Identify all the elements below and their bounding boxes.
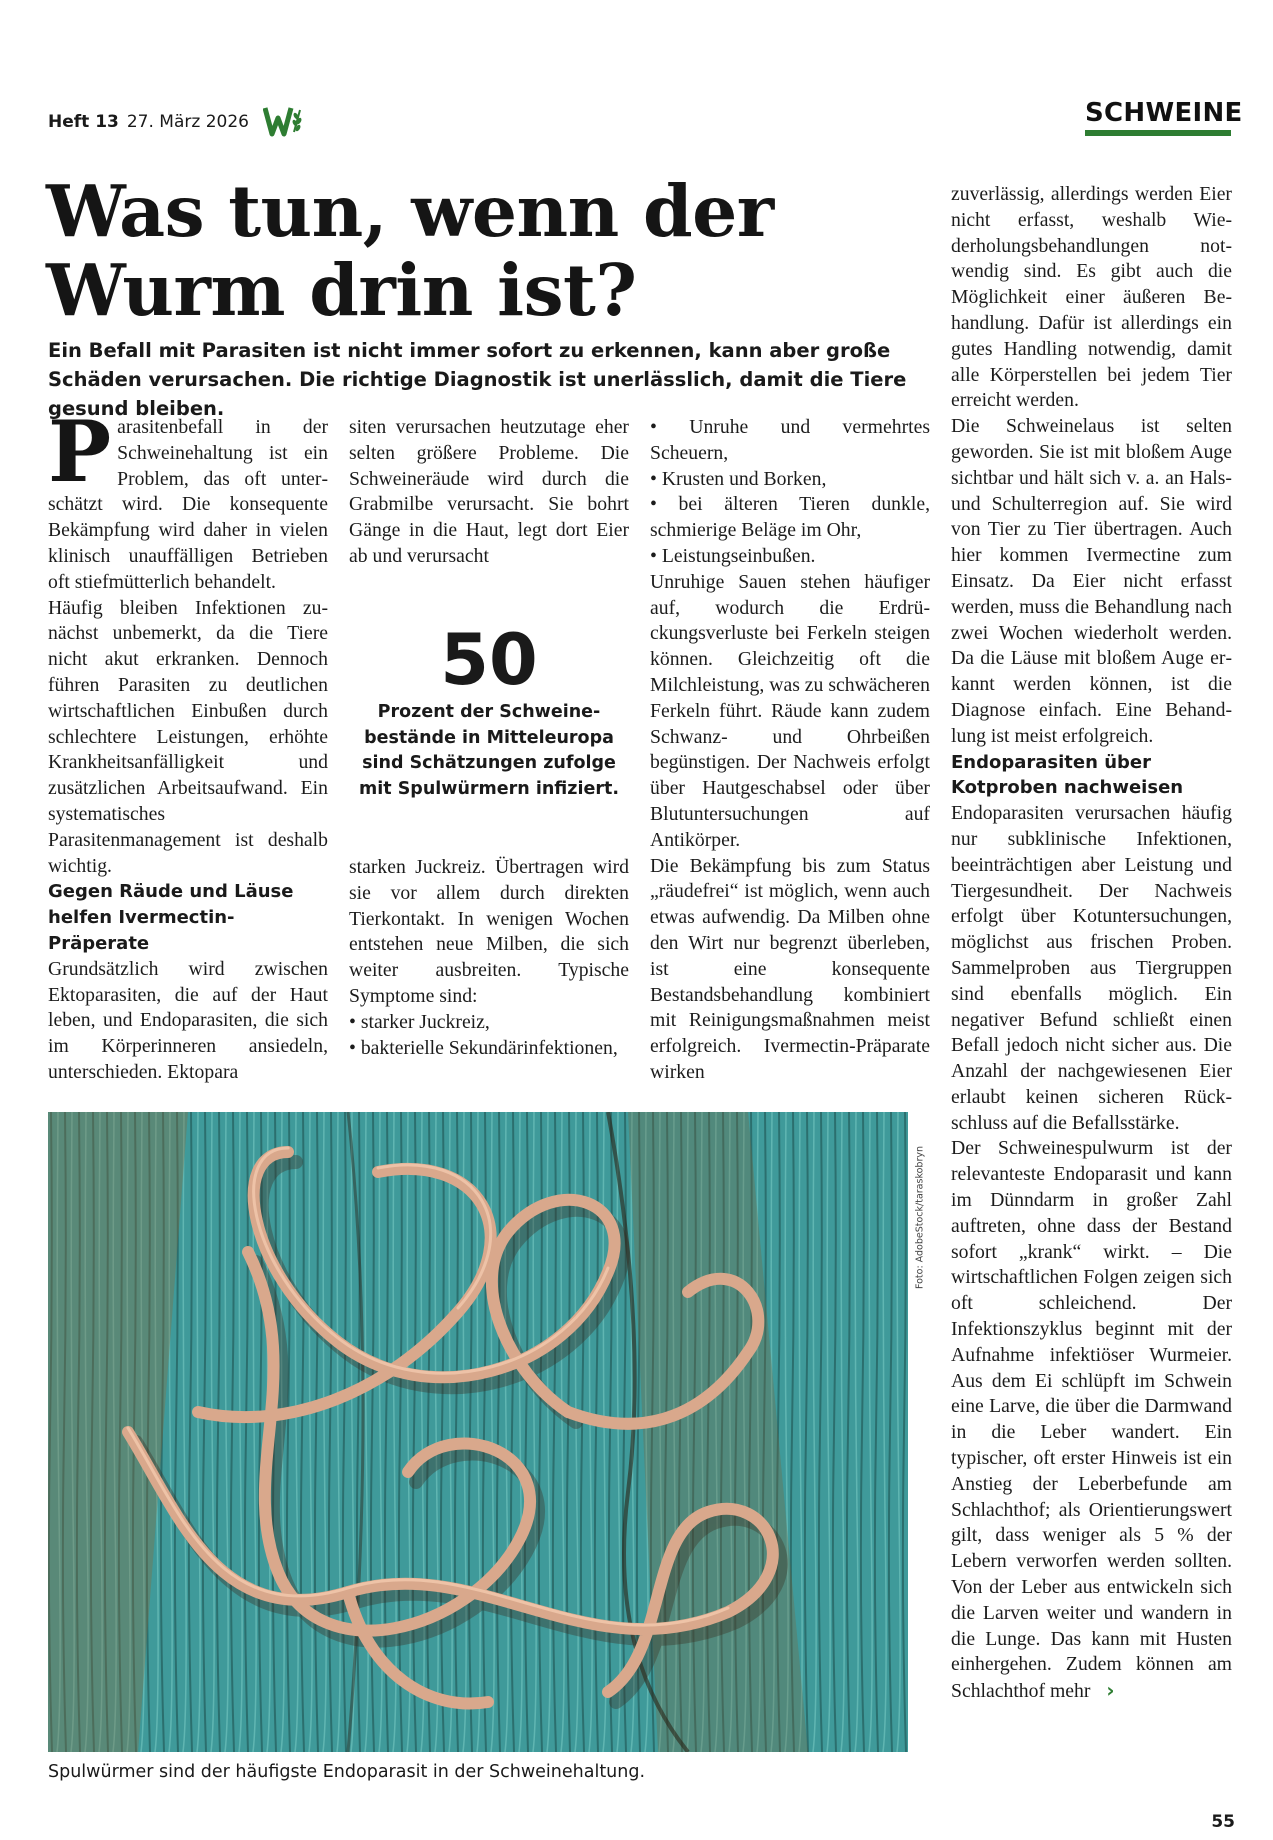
paragraph: siten verursachen heutzutage eher selten größere Probleme. Die Schweineräude wird durch die Grabmilbe verursacht. Sie bohrt Gänge in die Haut, legt dort Eier ab und verursacht	[349, 416, 629, 567]
issue-number: Heft 13	[48, 112, 119, 132]
list-item: • Krusten und Borken,	[650, 467, 827, 490]
article-title: Was tun, wenn der Wurm drin ist?	[46, 169, 774, 332]
list-item: • Unruhe und vermehrtes Scheuern,	[650, 416, 930, 464]
paragraph: Die Bekämpfung bis zum Status „räudefrei“ ist möglich, wenn auch etwas aufwendig. Da Milben ohne den Wirt nur begrenzt überleben, ist eine konsequente Bestandsbehandlung kombiniert mit Reinigungsmaßnahmen meist erfolgreich. Ivermectin-Präparate wirken	[650, 854, 930, 1083]
paragraph: zuverlässig, allerdings werden Eier nicht erfasst, weshalb Wiederholungsbehandlungen notwendig sind. Es gibt auch die Möglichkeit einer äußeren Behandlung. Dafür ist allerdings ein gutes Handling notwendig, damit alle Körperstellen bei jedem Tier erreicht werden.	[951, 183, 1232, 412]
paragraph: Die Schweinelaus ist selten geworden. Sie ist mit bloßem Auge sichtbar und hält sich v. a. an Hals- und Schulterregion auf. Sie wird von Tier zu Tier übertragen. Auch hier kommen Ivermectine zum Einsatz. Da Eier nicht erfasst werden, muss die Behandlung nach zwei Wochen wiederholt werden. Da die Läuse mit bloßem Auge erkannt werden können, ist die Diagnose einfach. Eine Behandlung ist meist erfolgreich.	[951, 415, 1232, 747]
stat-number: 50	[440, 619, 538, 701]
paragraph: starken Juckreiz. Übertragen wird sie vor allem durch direkten Tierkontakt. In wenigen Wochen entstehen neue Milben, die sich weiter ausbreiten. Typische Symptome sind:	[349, 856, 629, 1007]
paragraph: Grundsätzlich wird zwischen Ektoparasiten, die auf der Haut leben, und Endoparasiten, die sich im Körperinneren ansiedeln, unterschieden. Ektopara	[48, 957, 328, 1083]
worms-on-wood-image	[48, 1112, 908, 1752]
photo-credit: Foto: AdobeStock/taraskobryn	[914, 1146, 926, 1290]
text-column-3	[650, 415, 930, 1086]
section-label: SCHWEINE	[1085, 98, 1243, 128]
page-number: 55	[1211, 1812, 1235, 1832]
drop-cap: P	[48, 402, 112, 501]
paragraph: Endoparasiten verursachen häufig nur subklinische Infektionen, beeinträchtigen aber Leistung und Tiergesundheit. Der Nachweis erfolgt über Kotuntersuchungen, möglichst aus frischen Proben. Sammelproben aus Tiergruppen sind ebenfalls möglich. Ein negativer Befund schließt einen Befall jedoch nicht sicher aus. Die Anzahl der nachgewiesenen Eier erlaubt keinen sicheren Rückschluss auf die Befallsstärke.	[951, 802, 1232, 1134]
issue-date: 27. März 2026	[126, 112, 249, 132]
wheat-w-logo-icon	[263, 104, 303, 140]
list-item: • Leistungseinbußen.	[650, 544, 816, 567]
list-item: • bakterielle Sekundärinfektionen,	[349, 1036, 618, 1059]
text-column-2-top	[349, 415, 629, 570]
paragraph: Unruhige Sauen stehen häufiger auf, wodurch die Erdrückungsverluste bei Ferkeln steigen können. Gleichzeitig oft die Milchleistung, was zu schwächeren Ferkeln führt. Räude kann zudem Schwanz- und Ohrbeißen begünstigen. Der Nachweis erfolgt über Hautgeschabsel oder über Blutuntersuchungen auf Antikörper.	[650, 570, 930, 851]
list-item: • bei älteren Tieren dunkle, schmierige Beläge im Ohr,	[650, 493, 930, 542]
article-lead: Ein Befall mit Parasiten ist nicht immer sofort zu erkennen, kann aber große Schäden verursachen. Die richtige Diagnostik ist unerlässlich, damit die Tiere gesund bleiben.	[48, 339, 907, 420]
paragraph: Parasitenbefall in der Schweinehaltung ist ein Problem, das oft unterschätzt wird. Die konsequente Bekämpfung wird daher in vielen klinisch unauffälligen Betrieben oft stiefmütterlich behandelt.	[48, 402, 328, 593]
subheading: Gegen Räude und Läuse helfen Ivermectin-Präperate	[48, 881, 294, 954]
chevron-right-icon: ›	[1106, 1679, 1115, 1703]
text-column-4	[951, 182, 1232, 1705]
page-header	[48, 104, 303, 140]
article-photo	[48, 1112, 908, 1752]
text-column-2-bottom	[349, 855, 629, 1061]
photo-caption: Spulwürmer sind der häufigste Endoparasit in der Schweinehaltung.	[48, 1762, 646, 1782]
text-column-1	[48, 402, 328, 1086]
list-item: • starker Juckreiz,	[349, 1010, 490, 1033]
stat-description: Prozent der Schweinebestände in Mitteleuropa sind Schätzungen zufolge mit Spulwürmern infiziert.	[359, 702, 619, 799]
stat-callout	[349, 620, 629, 802]
paragraph: Häufig bleiben Infektionen zunächst unbemerkt, da die Tiere nicht akut erkranken. Dennoch führen Parasiten zu deutlichen wirtschaftlichen Einbußen durch schlechtere Leistungen, erhöhte Krankheitsanfälligkeit und zusätzlichen Arbeitsaufwand. Ein systematisches Parasitenmanagement ist deshalb wichtig.	[48, 596, 328, 877]
subheading: Endoparasiten über Kotproben nachweisen	[951, 751, 1184, 799]
paragraph: Der Schweinespulwurm ist der relevanteste Endoparasit und kann im Dünndarm in großer Zahl auftreten, ohne dass der Bestand sofort „krank“ wirkt. – Die wirtschaftlichen Folgen zeigen sich oft schleichend. Der Infektionszyklus beginnt mit der Aufnahme infektiöser Wurmeier. Aus dem Ei schlüpft im Schwein eine Larve, die über die Darmwand in die Leber wandert. Ein typischer, oft erster Hinweis ist ein Anstieg der Leberbefunde am Schlachthof; als Orientierungswert gilt, dass weniger als 5 % der Lebern verworfen werden sollten. Von der Leber aus entwickeln sich die Larven weiter und wandern in die Lunge. Das kann mit Husten einhergehen. Zudem können am Schlachthof mehr ›	[951, 1137, 1232, 1703]
section-underline	[1085, 130, 1231, 136]
